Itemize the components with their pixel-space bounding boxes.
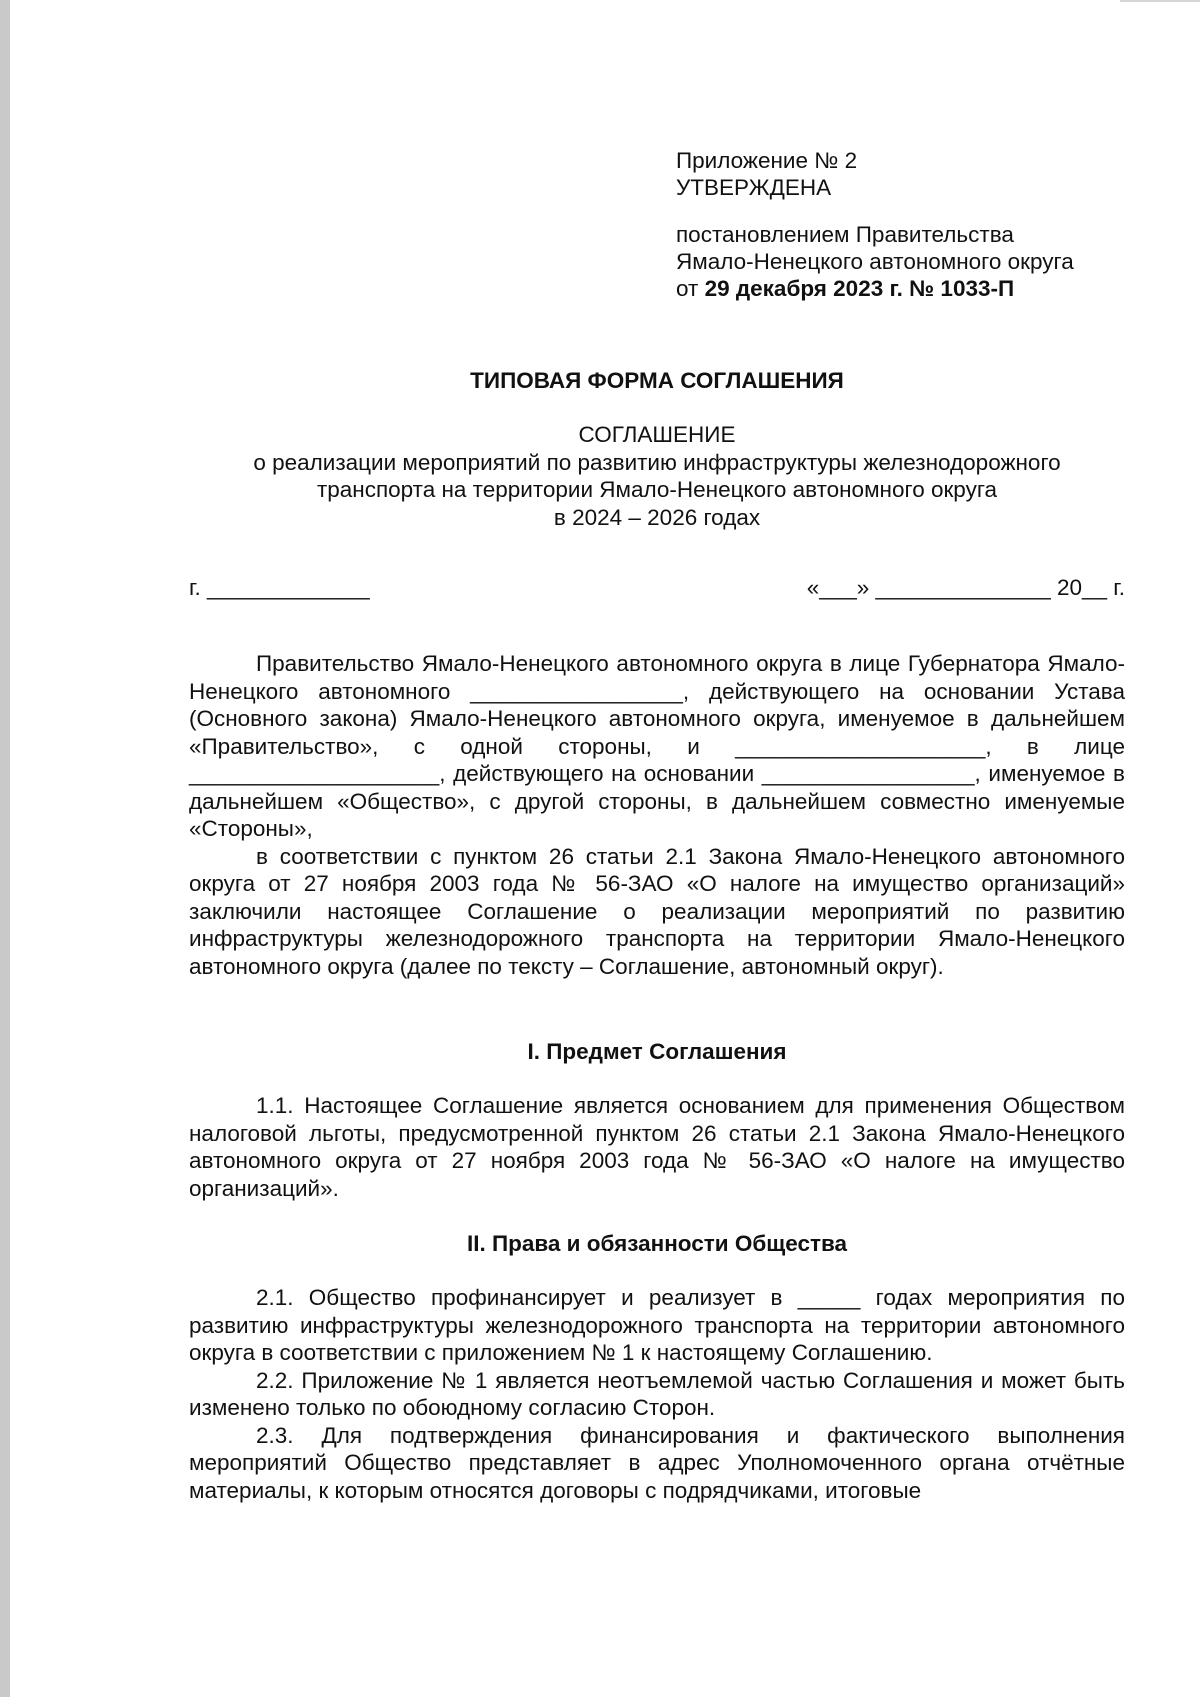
scan-top-edge — [1120, 0, 1200, 2]
preamble-parties: Правительство Ямало-Ненецкого автономного округа в лице Губернатора Ямало-Ненецкого автономного _________________, действующего на основании Устава (Основного закона) Ямало-Ненецкого автономного округа, именуемое в дальнейшем «Правительство», с одной стороны, и ____________________, в лице ____________________, действующего на основании _________________, именуемое в дальнейшем «Общество», с другой стороны, в дальнейшем совместно именуемые «Стороны», — [189, 651, 1125, 841]
doc-title-line-1: СОГЛАШЕНИЕ — [578, 422, 736, 447]
resolution-label: постановлением Правительства — [676, 222, 1014, 247]
clause-1-1: 1.1. Настоящее Соглашение является основанием для применения Обществом налоговой льготы, предусмотренной пунктом 26 статьи 2.1 Закона Ямало-Ненецкого автономного округа от 27 ноября 2003 года № 56-ЗАО «О налоге на имущество организаций». — [189, 1093, 1125, 1201]
section-2-heading: II. Права и обязанности Общества — [466, 1231, 848, 1256]
approved-label: УТВЕРЖДЕНА — [676, 175, 832, 200]
region-name: Ямало-Ненецкого автономного округа — [676, 249, 1074, 274]
preamble-basis: в соответствии с пунктом 26 статьи 2.1 Закона Ямало-Ненецкого автономного округа от 27 ноября 2003 года № 56-ЗАО «О налоге на имущество организаций» заключили настоящее Соглашение о реализации мероприятий по развитию инфраструктуры железнодорожного транспорта на территории Ямало-Ненецкого автономного округа (далее по тексту – Соглашение, автономный округ). — [189, 843, 1125, 979]
approval-block — [676, 147, 1125, 302]
doc-title-line-4: в 2024 – 2026 годах — [553, 504, 761, 530]
appendix-number: Приложение № 2 — [676, 148, 858, 173]
section-2-body — [189, 1284, 1125, 1504]
preamble — [189, 650, 1125, 980]
date-field: «___» ______________ 20__ г. — [806, 575, 1125, 600]
section-1-heading: I. Предмет Соглашения — [527, 1039, 787, 1064]
clause-2-3: 2.3. Для подтверждения финансирования и фактического выполнения мероприятий Общество представляет в адрес Уполномоченного органа отчётные материалы, к которым относятся договоры с подрядчиками, итоговые — [189, 1422, 1125, 1503]
resolution-date-line — [676, 275, 1125, 302]
doc-title-line-2: о реализации мероприятий по развитию инфраструктуры железнодорожного — [253, 449, 1061, 475]
clause-2-1: 2.1. Общество профинансирует и реализует в _____ годах мероприятия по развитию инфраструктуры железнодорожного транспорта на территории автономного округа в соответствии с приложением № 1 к настоящему Соглашению. — [189, 1285, 1125, 1365]
clause-2-2: 2.2. Приложение № 1 является неотъемлемой частью Соглашения и может быть изменено только по обоюдному согласию Сторон. — [189, 1367, 1125, 1420]
section-1-body — [189, 1092, 1125, 1202]
form-title: ТИПОВАЯ ФОРМА СОГЛАШЕНИЯ — [470, 368, 844, 393]
resolution-date: 29 декабря 2023 г. № 1033-П — [704, 276, 1015, 301]
date-prefix: от — [676, 276, 699, 301]
doc-title-line-3: транспорта на территории Ямало-Ненецкого автономного округа — [316, 477, 998, 502]
place-field: г. _____________ — [189, 575, 370, 600]
document-title — [189, 421, 1125, 531]
scan-left-edge — [0, 0, 10, 1697]
